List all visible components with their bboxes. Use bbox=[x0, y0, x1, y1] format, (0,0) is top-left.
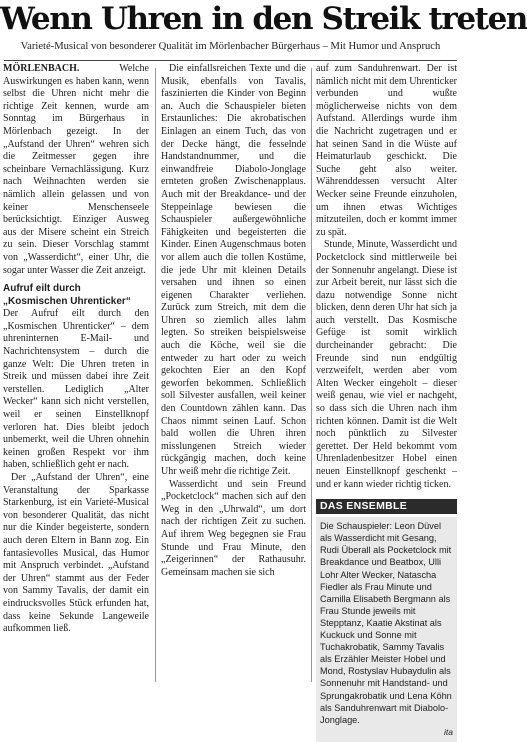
paragraph-intro bbox=[3, 63, 149, 277]
paragraph-2: Der Aufruf eilt durch den „Kosmischen Uhrenticker“ – dem uhreninternen E-Mail- und Nachrichtensystem – durch die ganze Welt: Die Uhren treten in Streik und müssen dabei ihre Zeit verstellen. Lediglich „Alter Wecker“ kann sich nicht verstellen, weil er seinen Einstellknopf verloren hat. Dies bleibt jedoch unbemerkt, weil die Uhren ohnehin keinen großen Respekt vor ihm haben, schließlich geht er nach. bbox=[3, 308, 149, 471]
paragraph-4: Die einfallsreichen Texte und die Musik, ebenfalls von Tavalis, faszinierten die Kinder von Beginn an. Auch die Schauspieler bieten Erstaunliches: Die akrobatischen Einlagen an einem Tuch, das von der Decke hängt, die fesselnde Handstandnummer, und die einwandfreie Diabolo-Jonglage ernteten großen Zwischenapplaus. Auch mit der Breakdance- und der Steppeinlage bewiesen die Schauspieler außergewöhnliche Fähigkeiten und begeisterten die Kinder. Einen Augenschmaus boten vor allem auch die tollen Kostüme, die jede Uhr mit kleinen Details versahen und ihnen so einen eigenen Charakter verliehen. Zurück zum Streich, mit dem die Uhren so ziemlich alles lahm legten. So streiken beispielsweise auch die Köche, weil sie die entweder zu hart oder zu weich gekochten Eier an den Kopf geworfen bekommen. Schließlich soll Silvester ausfallen, weil keiner den Countdown zählen kann. Das Chaos nimmt seinen Lauf. Schon bald wollen die Uhren ihren misslungenen Streich wieder rückgängig machen, doch keine Uhr weiß mehr die richtige Zeit. bbox=[161, 63, 306, 477]
dateline: MÖRLENBACH. bbox=[3, 63, 80, 74]
header-rule bbox=[4, 60, 457, 61]
author-credit: ita bbox=[444, 726, 453, 737]
column-1 bbox=[3, 63, 149, 636]
paragraph-3: Der „Aufstand der Uhren“, eine Veranstaltung der Sparkasse Starkenburg, ist ein Varieté-Musical von besonderer Qualität, das nicht nur die Kinder begeisterte, sondern auch deren Eltern in Bann zog. Ein fantasievolles Musical, das Humor mit Anspruch verbindet. „Aufstand der Uhren“ stammt aus der Feder von Sammy Tavalis, der damit ein eindrucksvolles Stück erfunden hat, dass keine Sekunde Langeweile aufkommen ließ. bbox=[3, 472, 149, 635]
column-divider-1 bbox=[155, 68, 156, 682]
headline: Wenn Uhren in den Streik treten bbox=[0, 1, 527, 37]
ensemble-box-text: Die Schauspieler: Leon Düvel als Wasserdicht mit Gesang, Rudi Überall als Pocketclock mit Breakdance und Beatbox, Ulli Lohr Alter Wecker, Natascha Fiedler als Frau Minute und Camilla Elisabeth Bergmann als Frau Stunde jeweils mit Stepptanz, Kaatie Akstinat als Kuckuck und Sonne mit Tuchakrobatik, Sammy Tavalis als Erzähler Meister Hobel und Mond, Rostyslav Hubaydulin als Sonnenuhr mit Handstand- und Sprungakrobatik und Lena Köhn als Sanduhrenwart mit Diabolo-Jonglage. bbox=[320, 521, 452, 725]
column-2 bbox=[161, 63, 306, 579]
crosshead-line-2: „Kosmischen Uhrenticker“ bbox=[3, 295, 131, 307]
column-divider-2 bbox=[311, 68, 312, 682]
subheadline: Varieté-Musical von besonderer Qualität im Mörlenbacher Bürgerhaus – Mit Humor und Anspruch bbox=[20, 41, 441, 52]
paragraph-1-text: Welche Auswirkungen es haben kann, wenn selbst die Uhren nicht mehr die richtige Zeit kennen, wurde am Sonntag im Bürgerhaus in Mörlenbach gezeigt. In der „Aufstand der Uhren“ wehren sich die Zeitmesser gegen ihre scheinbare Vernachlässigung. Kurz nach Weihnachten werden sie nämlich allein gelassen und von keiner Menschenseele berücksichtigt. Einziger Ausweg aus der Misere scheint ein Streich zu sein. Dieser Vorschlag stammt von „Wasserdicht“, einer Uhr, die sogar unter Wasser die Zeit anzeigt. bbox=[3, 63, 149, 276]
paragraph-6: auf zum Sanduhrenwart. Der ist nämlich nicht mit dem Uhrenticker verbunden und wußte möglicherweise nichts von dem Aufstand. Allerdings wurde ihm die Nachricht zugetragen und er hat seinen Sand in die Wüste auf Heimaturlaub geschickt. Die Suche geht also weiter. Währenddessen versucht Alter Wecker seine Freunde einzuholen, um ihnen etwas Wichtiges mitzuteilen, doch er kommt immer zu spät. bbox=[316, 63, 457, 238]
ensemble-box bbox=[316, 517, 457, 742]
ensemble-box-title: DAS ENSEMBLE bbox=[316, 499, 457, 514]
paragraph-7: Stunde, Minute, Wasserdicht und Pocketclock sind mittlerweile bei der Sonnenuhr angelangt. Diese ist zur Arbeit bereit, nur lässt sich die dazu notwendige Sonne nicht blicken, denn deren Uhr hat sich ja auch verstellt. Das Kosmische Gefüge ist somit wirklich durcheinander gebracht: Die Freunde sind nun endgültig verzweifelt, werden aber vom Alten Wecker eingeholt – dieser weiß genau, wie viel er nachgeht, so dass sich die Uhren nach ihm richten können. Damit ist die Welt noch pünktlich zu Silvester gerettet. Der Held bekommt vom Uhrenladenbesitzer Hobel einen neuen Einstellknopf geschenkt – und er kann wieder richtig ticken. bbox=[316, 239, 457, 490]
column-3 bbox=[316, 63, 457, 742]
paragraph-5: Wasserdicht und sein Freund „Pocketclock“ machen sich auf den Weg in den „Uhrwald“, um dort nach der richtigen Zeit zu suchen. Auf ihrem Weg begegnen sie Frau Stunde und Frau Minute, den „Zeigerinnen“ der Rathausuhr. Gemeinsam machen sie sich bbox=[161, 478, 306, 578]
crosshead-line-1: Aufruf eilt durch bbox=[3, 283, 81, 295]
